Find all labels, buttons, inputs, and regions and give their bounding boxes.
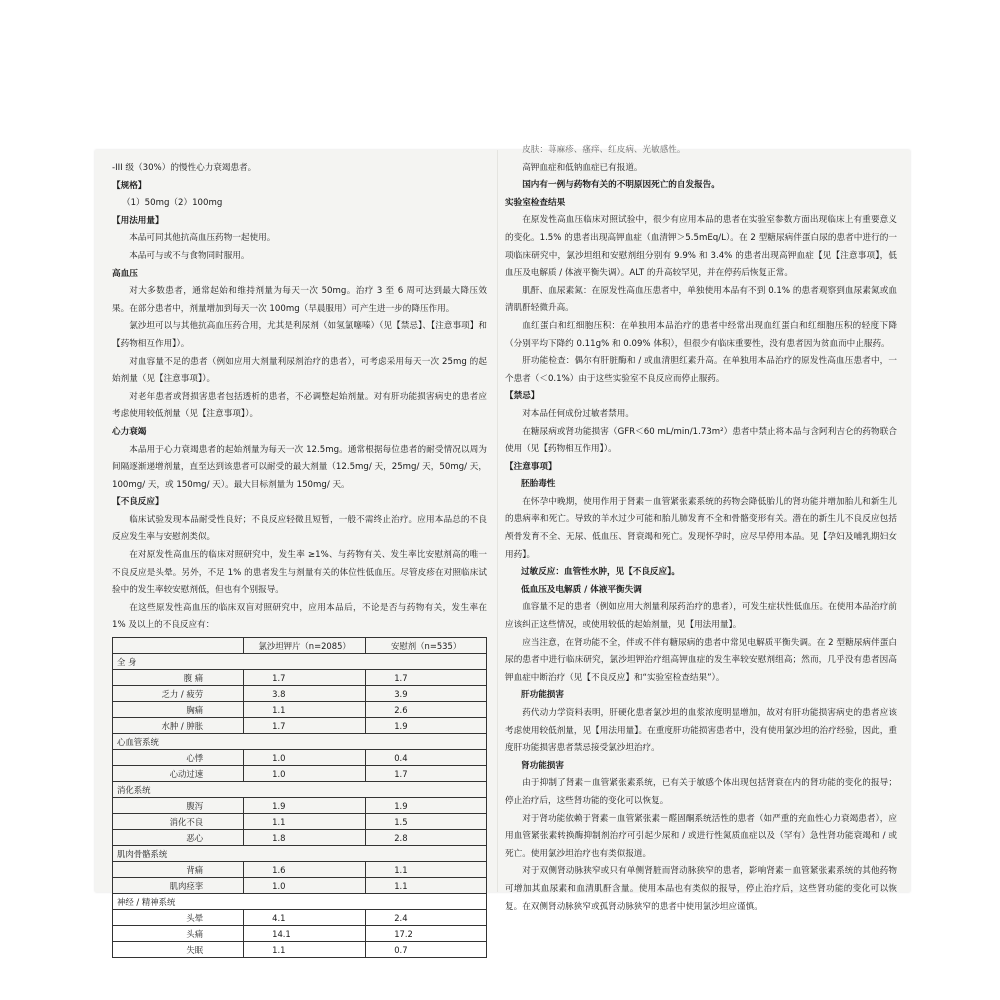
table-row [113,686,487,702]
table-cell-term: 背痛 [113,862,244,878]
table-cell-losartan: 1.1 [244,814,366,830]
contraindications-header: 【禁忌】 [505,391,540,402]
table-header-losartan: 氯沙坦钾片（n=2085） [244,638,366,654]
table-group-label: 心血管系统 [113,734,487,750]
table-row [113,750,487,766]
table-cell-term: 腹 痛 [113,670,244,686]
cutoff-text: 皮肤：荨麻疹、瘙痒、红皮病、光敏感性。 [522,145,686,155]
usage-paragraph: 本品可与或不与食物同时服用。 [129,250,250,261]
adverse-reactions-header: 【不良反应】 [112,497,164,508]
table-cell-term: 恶心 [113,830,244,846]
table-cell-losartan: 1.7 [244,718,366,734]
left-column [112,160,487,958]
precautions-header: 【注意事项】 [505,461,557,472]
table-cell-placebo: 2.6 [366,702,487,718]
contraindications-paragraph: 在糖尿病或肾功能损害（GFR＜60 mL/min/1.73m²）患者中禁止将本品与含阿利吉仑的药物联合使用（见【药物相互作用】）。 [505,426,897,455]
table-cell-losartan: 14.1 [244,926,366,942]
table-cell-placebo: 2.8 [366,830,487,846]
table-header-placebo: 安慰剂（n=535） [366,638,487,654]
hypertension-paragraph: 对血容量不足的患者（例如应用大剂量利尿剂治疗的患者），可考虑采用每天一次 25mg 的起始剂量（见【注意事项】）。 [112,356,487,385]
table-header-empty [113,638,244,654]
table-cell-term: 失眠 [113,942,244,958]
table-cell-term: 心动过速 [113,766,244,782]
table-cell-placebo: 1.5 [366,814,487,830]
intro-text: -III 级（30%）的慢性心力衰竭患者。 [112,163,257,173]
table-cell-losartan: 1.0 [244,750,366,766]
table-group-label: 神经 / 精神系统 [113,894,487,910]
table-cell-term: 水肿 / 肿胀 [113,718,244,734]
lab-results-header: 实验室检查结果 [505,197,566,208]
table-cell-losartan: 1.0 [244,878,366,894]
kidney-impairment-paragraph: 对于肾功能依赖于肾素－血管紧张素－醛固酮系统活性的患者（如严重的充血性心力衰竭患者），应用血管紧张素转换酶抑制剂治疗可引起少尿和 / 或进行性氮质血症以及（罕有）急性肾功能衰竭和 / 或死亡。使用氯沙坦治疗也有类似报道。 [505,813,897,859]
table-cell-losartan: 1.6 [244,862,366,878]
table-cell-placebo: 2.4 [366,910,487,926]
table-group-label: 肌肉骨骼系统 [113,846,487,862]
liver-impairment-header: 肝功能损害 [521,690,564,701]
table-row [113,814,487,830]
table-group-row [113,846,487,862]
table-group-label: 消化系统 [113,782,487,798]
table-row [113,878,487,894]
hypertension-paragraph: 对大多数患者，通常起始和维持剂量为每天一次 50mg。治疗 3 至 6 周可达到最大降压效果。在部分患者中，剂量增加到每天一次 100mg（早晨服用）可产生进一步的降压作用。 [112,286,487,314]
table-row [113,702,487,718]
table-row [113,718,487,734]
table-cell-placebo: 3.9 [366,686,487,702]
death-report-note: 国内有一例与药物有关的不明原因死亡的自发报告。 [522,180,720,191]
heart-failure-header: 心力衰竭 [112,426,147,437]
right-column [505,145,897,916]
table-cell-placebo: 1.7 [366,670,487,686]
table-cell-term: 乏力 / 疲劳 [113,686,244,702]
table-cell-term: 头痛 [113,926,244,942]
hypertension-paragraph: 对老年患者或肾损害患者包括透析的患者，不必调整起始剂量。对有肝功能损害病史的患者应考虑使用较低剂量（见【注意事项】）。 [112,391,487,420]
table-cell-placebo: 17.2 [366,926,487,942]
table-cell-placebo: 1.1 [366,862,487,878]
fetal-toxicity-header: 胚胎毒性 [521,479,556,490]
adverse-reactions-paragraph: 在对原发性高血压的临床对照研究中，发生率 ≥1%、与药物有关、发生率比安慰剂高的唯一不良反应是头晕。另外，不足 1% 的患者发生与剂量有关的体位性低血压。尽管皮疹在对照临床试验中的发生率较安慰剂低，但也有个别报导。 [112,550,487,596]
heart-failure-paragraph: 本品用于心力衰竭患者的起始剂量为每天一次 12.5mg。通常根据每位患者的耐受情况以周为间隔逐渐递增剂量，直至达到该患者可以耐受的最大剂量（12.5mg/ 天，25mg/ 天，50mg/ 天，100mg/ 天，或 150mg/ 天）。最大目标剂量为 150mg/ 天。 [112,444,487,490]
table-cell-term: 肌肉痉挛 [113,878,244,894]
table-cell-placebo: 0.4 [366,750,487,766]
adverse-reactions-paragraph: 在这些原发性高血压的临床双盲对照研究中，应用本品后，不论是否与药物有关，发生率在 1% 及以上的不良反应有： [112,602,487,631]
hypertension-header: 高血压 [112,268,138,279]
document-sheet [95,145,910,955]
lab-paragraph: 血红蛋白和红细胞压积：在单独用本品治疗的患者中经常出现血红蛋白和红细胞压积的轻度下降（分别平均下降约 0.11g% 和 0.09% 体积），但很少有临床重要性，没有患者因为贫血而中止服药。 [505,320,897,349]
fetal-toxicity-paragraph: 在怀孕中晚期，使用作用于肾素－血管紧张素系统的药物会降低胎儿的肾功能并增加胎儿和新生儿的患病率和死亡。导致的羊水过少可能和胎儿肺发育不全和骨骼变形有关。潜在的新生儿不良反应包括颅骨发育不全、无尿、低血压、肾衰竭和死亡。发现怀孕时，应尽早停用本品。见【孕妇及哺乳期妇女用药】。 [505,496,897,560]
table-row [113,766,487,782]
hypotension-paragraph: 血容量不足的患者（例如应用大剂量利尿药治疗的患者），可发生症状性低血压。在使用本品治疗前应该纠正这些情况，或使用较低的起始剂量，见【用法用量】。 [505,602,897,631]
lab-paragraph: 肝功能检查：偶尔有肝脏酶和 / 或血清胆红素升高。在单独用本品治疗的原发性高血压患者中，一个患者（＜0.1%）由于这些实验室不良反应而停止服药。 [505,356,897,384]
table-group-row [113,894,487,910]
table-cell-term: 消化不良 [113,814,244,830]
table-row [113,830,487,846]
table-header-row [113,638,487,654]
table-cell-placebo: 0.7 [366,942,487,958]
table-cell-placebo: 1.9 [366,718,487,734]
table-cell-term: 头晕 [113,910,244,926]
table-cell-losartan: 1.7 [244,670,366,686]
table-group-row [113,782,487,798]
spec-header: 【规格】 [112,180,147,191]
table-cell-losartan: 4.1 [244,910,366,926]
table-row [113,910,487,926]
kidney-impairment-header: 肾功能损害 [521,760,564,771]
page-fold-divider [497,150,498,892]
table-cell-term: 腹泻 [113,798,244,814]
kidney-impairment-paragraph: 对于双侧肾动脉狭窄或只有单侧肾脏而肾动脉狭窄的患者，影响肾素－血管紧张素系统的其他药物可增加其血尿素和血清肌酐含量。使用本品也有类似的报导，停止治疗后，这些肾功能的变化可以恢复。在双侧肾动脉狭窄或孤肾动脉狭窄的患者中使用氯沙坦应谨慎。 [505,866,897,912]
table-cell-losartan: 1.1 [244,942,366,958]
hypotension-paragraph: 应当注意，在肾功能不全，伴或不伴有糖尿病的患者中常见电解质平衡失调。在 2 型糖尿病伴蛋白尿的患者中进行临床研究，氯沙坦钾治疗组高钾血症的发生率较安慰剂组高；然而，几乎没有患者因高钾血症中断治疗（见【不良反应】和“实验室检查结果”）。 [505,637,897,683]
usage-paragraph: 本品可同其他抗高血压药物一起使用。 [129,233,276,244]
table-row [113,670,487,686]
table-cell-term: 心悸 [113,750,244,766]
adverse-events-table [112,637,487,958]
contraindications-paragraph: 对本品任何成份过敏者禁用。 [522,408,634,419]
table-group-row [113,654,487,670]
liver-impairment-paragraph: 药代动力学资料表明，肝硬化患者氯沙坦的血浆浓度明显增加，故对有肝功能损害病史的患者应该考虑使用较低剂量，见【用法用量】。在重度肝功能损害患者中，没有使用氯沙坦的治疗经验，因此，重度肝功能损害患者禁忌接受氯沙坦治疗。 [505,708,897,754]
table-cell-placebo: 1.7 [366,766,487,782]
spec-text: （1）50mg（2）100mg [122,198,223,209]
table-cell-placebo: 1.9 [366,798,487,814]
table-row [113,798,487,814]
adverse-reactions-paragraph: 临床试验发现本品耐受性良好；不良反应轻微且短暂，一般不需终止治疗。应用本品总的不良反应发生率与安慰剂类似。 [112,514,487,543]
hypotension-header: 低血压及电解质 / 体液平衡失调 [521,584,642,595]
lab-paragraph: 肌酐、血尿素氮：在原发性高血压患者中，单独使用本品有不到 0.1% 的患者观察到血尿素氮或血清肌酐轻微升高。 [505,285,897,314]
hypertension-paragraph: 氯沙坦可以与其他抗高血压药合用，尤其是利尿剂（如氢氯噻嗪）（见【禁忌】、【注意事项】和【药物相互作用】）。 [112,321,487,349]
table-cell-losartan: 1.0 [244,766,366,782]
table-cell-losartan: 1.8 [244,830,366,846]
table-row [113,942,487,958]
table-cell-term: 胸痛 [113,702,244,718]
usage-header: 【用法用量】 [112,215,164,226]
table-cell-losartan: 1.9 [244,798,366,814]
kidney-impairment-paragraph: 由于抑制了肾素－血管紧张素系统，已有关于敏感个体出现包括肾衰在内的肾功能的变化的报导；停止治疗后，这些肾功能的变化可以恢复。 [505,778,897,806]
table-group-row [113,734,487,750]
electrolyte-note: 高钾血症和低钠血症已有报道。 [522,162,643,173]
table-row [113,926,487,942]
table-cell-losartan: 3.8 [244,686,366,702]
allergy-line: 过敏反应：血管性水肿，见【不良反应】。 [521,567,680,578]
table-group-label: 全 身 [113,654,487,670]
table-row [113,862,487,878]
table-cell-placebo: 1.1 [366,878,487,894]
lab-paragraph: 在原发性高血压临床对照试验中，很少有应用本品的患者在实验室参数方面出现临床上有重要意义的变化。1.5% 的患者出现高钾血症（血清钾＞5.5mEq/L）。在 2 型糖尿病伴蛋白尿的患者中进行的一项临床研究中，氯沙坦组和安慰剂组分别有 9.9% 和 3.4% 的患者出现高钾血症【见【注意事项】，低血压及电解质 / 体液平衡失调）。ALT 的升高较罕见，并在停药后恢复正常。 [505,215,897,279]
table-cell-losartan: 1.1 [244,702,366,718]
